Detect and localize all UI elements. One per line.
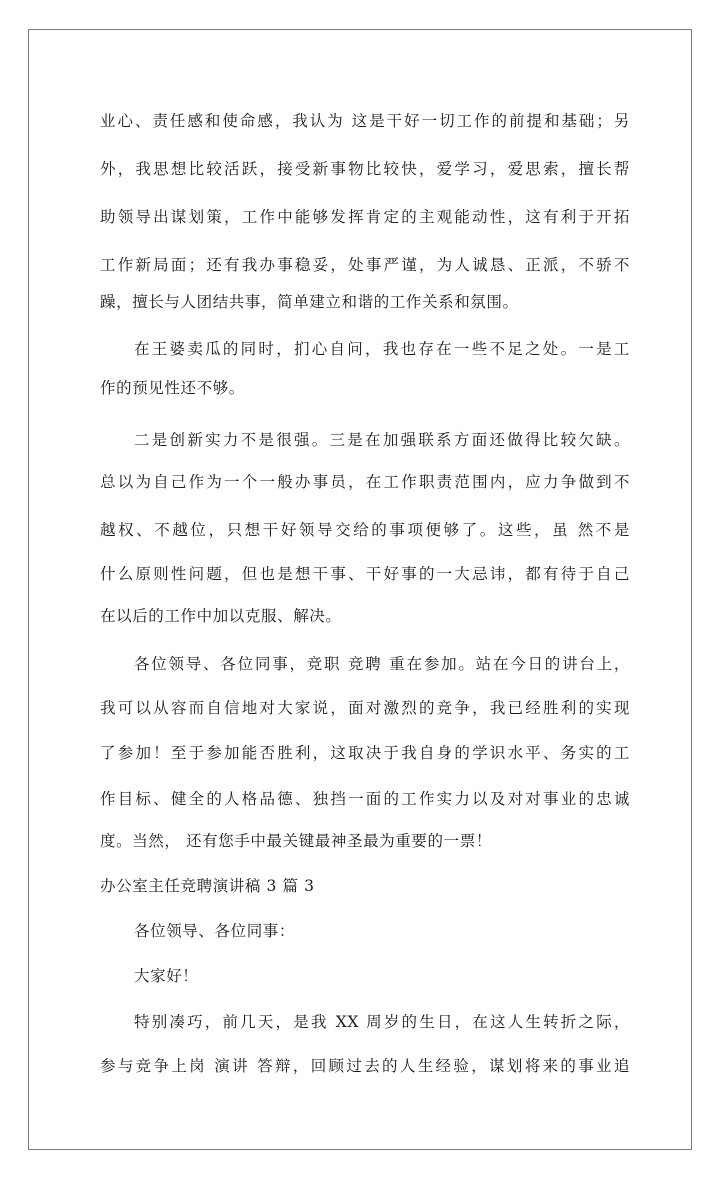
text-line: 作的预见性还不够。 <box>100 379 245 397</box>
text-line: 外，我思想比较活跃，接受新事物比较快，爱学习，爱思索，擅长帮 <box>100 160 630 178</box>
text-line: 业心、责任感和使命感，我认为 这是干好一切工作的前提和基础；另 <box>100 112 630 130</box>
text-line: 什么原则性问题，但也是想干事、干好事的一大忌讳，都有待于自己 <box>100 565 630 583</box>
text-line: 作目标、健全的人格品德、独挡一面的工作实力以及对对事业的忠诚 <box>100 790 630 808</box>
text-line: 参与竞争上岗 演讲 答辩，回顾过去的人生经验，谋划将来的事业追 <box>100 1057 630 1075</box>
text-line: 总以为自己作为一个一般办事员，在工作职责范围内，应力争做到不 <box>100 473 630 491</box>
text-line: 躁，擅长与人团结共事，简单建立和谐的工作关系和氛围。 <box>100 293 519 311</box>
text-line: 我可以从容而自信地对大家说，面对激烈的竞争，我已经胜利的实现 <box>100 699 630 717</box>
salutation: 各位领导、各位同事： <box>134 922 296 940</box>
text-line: 了参加！至于参加能否胜利，这取决于我自身的学识水平、务实的工 <box>100 744 630 762</box>
text-line: 在王婆卖瓜的同时，扪心自问，我也存在一些不足之处。一是工 <box>134 340 630 358</box>
text-line: 特别凑巧，前几天，是我 XX 周岁的生日，在这人生转折之际， <box>134 1013 630 1031</box>
text-line: 越权、不越位，只想干好领导交给的事项便够了。这些，虽 然不是 <box>100 521 630 539</box>
text-line: 在以后的工作中加以克服、解决。 <box>100 607 342 625</box>
text-line: 助领导出谋划策，工作中能够发挥肯定的主观能动性，这有利于开拓 <box>100 208 630 226</box>
text-line: 工作新局面；还有我办事稳妥，处事严谨，为人诚恳、正派，不骄不 <box>100 256 630 274</box>
text-line: 各位领导、各位同事，竞职 竞聘 重在参加。站在今日的讲台上， <box>134 655 630 673</box>
section-heading: 办公室主任竞聘演讲稿 3 篇 3 <box>100 877 315 895</box>
greeting: 大家好！ <box>134 967 199 985</box>
text-line: 度。当然， 还有您手中最关键最神圣最为重要的一票！ <box>100 832 492 850</box>
text-line: 二是创新实力不是很强。三是在加强联系方面还做得比较欠缺。 <box>134 431 630 449</box>
